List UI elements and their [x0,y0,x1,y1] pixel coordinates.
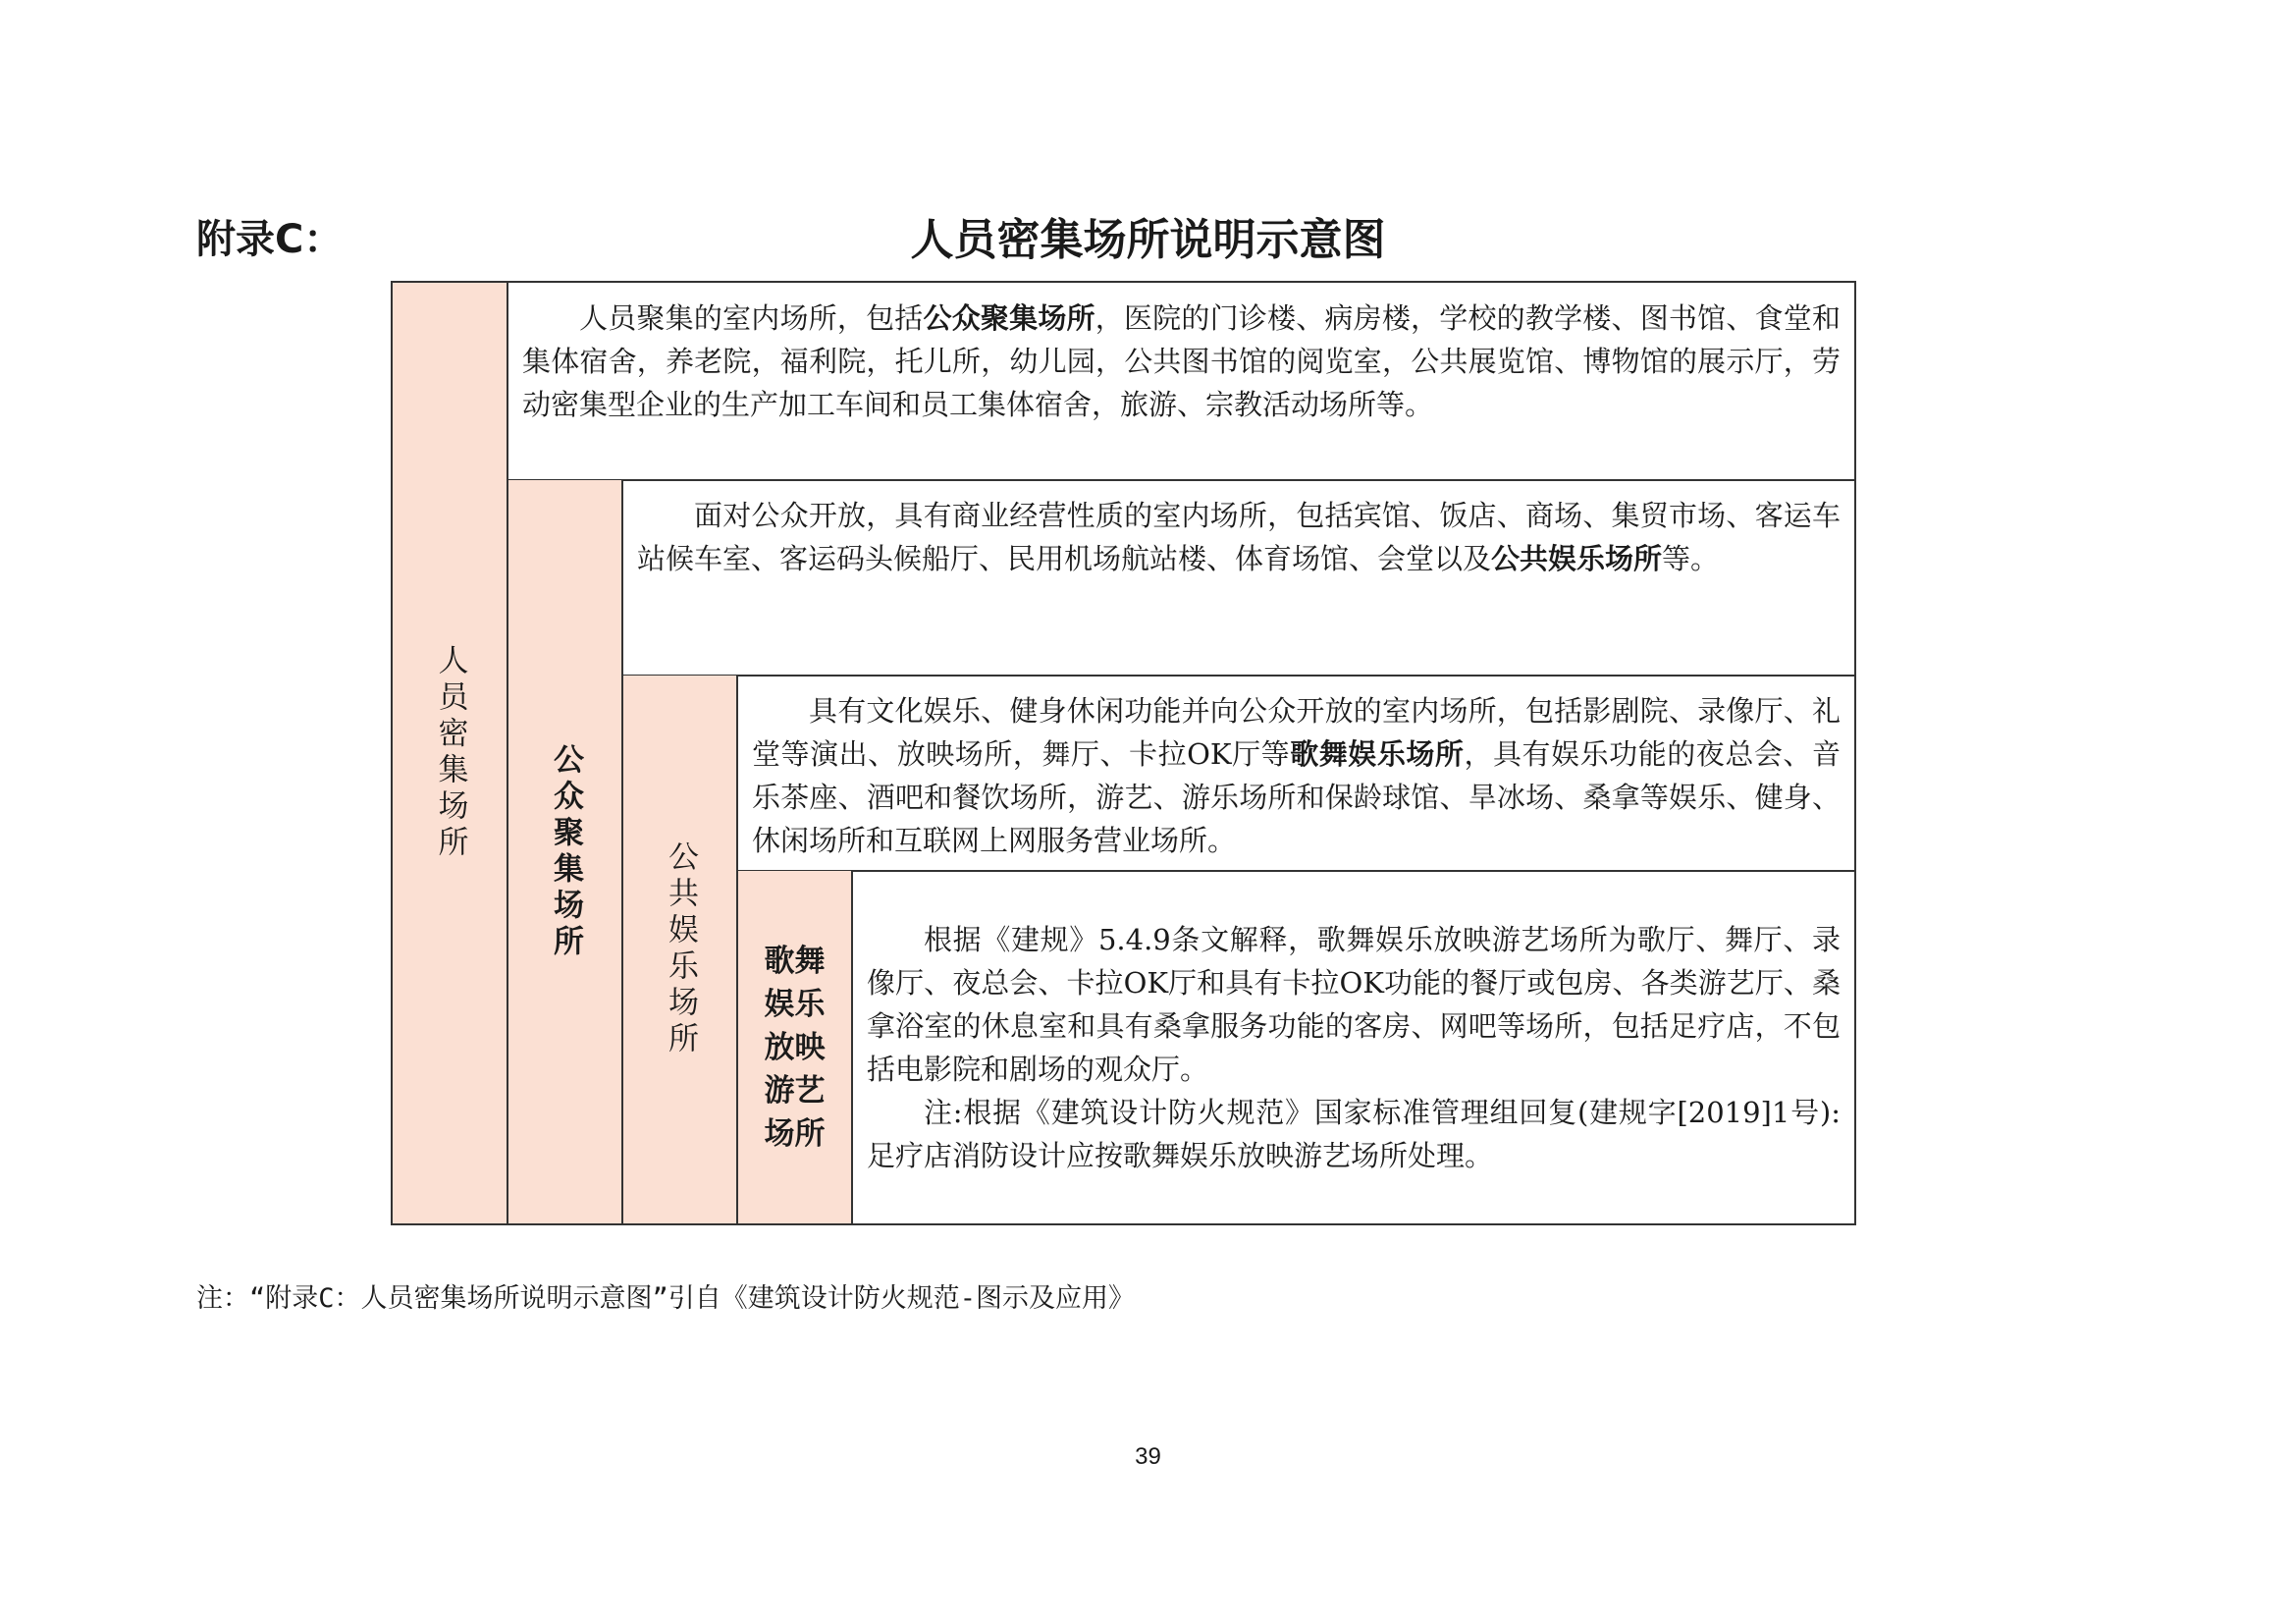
page-number: 39 [1135,1443,1161,1470]
nested-category-diagram [391,281,1856,1225]
category-label-song-dance-venues: 歌舞娱乐放映游艺场所 [764,943,826,1152]
cell3-text: 具有文化娱乐、健身休闲功能并向公众开放的室内场所，包括影剧院、录像厅、礼堂等演出、放映场所，舞厅、卡拉OK厅等 [752,694,1841,771]
cell2-text: 面对公众开放，具有商业经营性质的室内场所，包括宾馆、饭店、商场、集贸市场、客运车站候车室、客运码头候船厅、民用机场航站楼、体育场馆、会堂以及 [637,499,1841,575]
category-column-public-entertainment [623,676,738,1223]
cell4-paragraph-2: 注:根据《建筑设计防火规范》国家标准管理组回复(建规字[2019]1号):足疗店消防设计应按歌舞娱乐放映游艺场所处理。 [867,1096,1841,1172]
cell2-text-rest: 等。 [1662,542,1720,575]
cell3-text-rest: ，具有娱乐功能的夜总会、音乐茶座、酒吧和餐饮场所，游艺、游乐场所和保龄球馆、旱冰场、桑拿等娱乐、健身、休闲场所和互联网上网服务营业场所。 [752,737,1841,857]
category-label-public-gathering: 公众聚集场所 [548,742,583,961]
definition-cell-song-dance-venues [853,871,1854,1223]
category-column-public-gathering [508,480,623,1223]
cell1-emphasis: 公众聚集场所 [923,301,1095,335]
cell2-emphasis: 公共娱乐场所 [1491,542,1663,575]
footnote: 注：“附录C：人员密集场所说明示意图”引自《建筑设计防火规范-图示及应用》 [196,1283,1136,1314]
cell3-emphasis: 歌舞娱乐场所 [1290,737,1465,771]
definition-cell-public-entertainment [738,676,1854,870]
cell1-text-rest: ，医院的门诊楼、病房楼，学校的教学楼、图书馆、食堂和集体宿舍，养老院，福利院，托儿所，幼儿园，公共图书馆的阅览室，公共展览馆、博物馆的展示厅，劳动密集型企业的生产加工车间和员工集体宿舍，旅游、宗教活动场所等。 [522,301,1841,421]
cell1-text: 人员聚集的室内场所，包括 [579,301,924,335]
cell4-paragraph-1: 根据《建规》5.4.9条文解释，歌舞娱乐放映游艺场所为歌厅、舞厅、录像厅、夜总会、卡拉OK厅和具有卡拉OK功能的餐厅或包房、各类游艺厅、桑拿浴室的休息室和具有桑拿服务功能的客房、网吧等场所，包括足疗店，不包括电影院和剧场的观众厅。 [867,923,1841,1086]
appendix-label: 附录C： [196,217,344,262]
page-title: 人员密集场所说明示意图 [910,215,1386,265]
category-label-crowded-places: 人员密集场所 [432,644,468,862]
category-column-crowded-places [393,283,508,1223]
definition-cell-crowded-places [508,283,1854,479]
category-label-public-entertainment: 公共娱乐场所 [663,840,698,1058]
category-column-song-dance-venues [738,871,853,1223]
definition-cell-public-gathering [623,480,1854,675]
